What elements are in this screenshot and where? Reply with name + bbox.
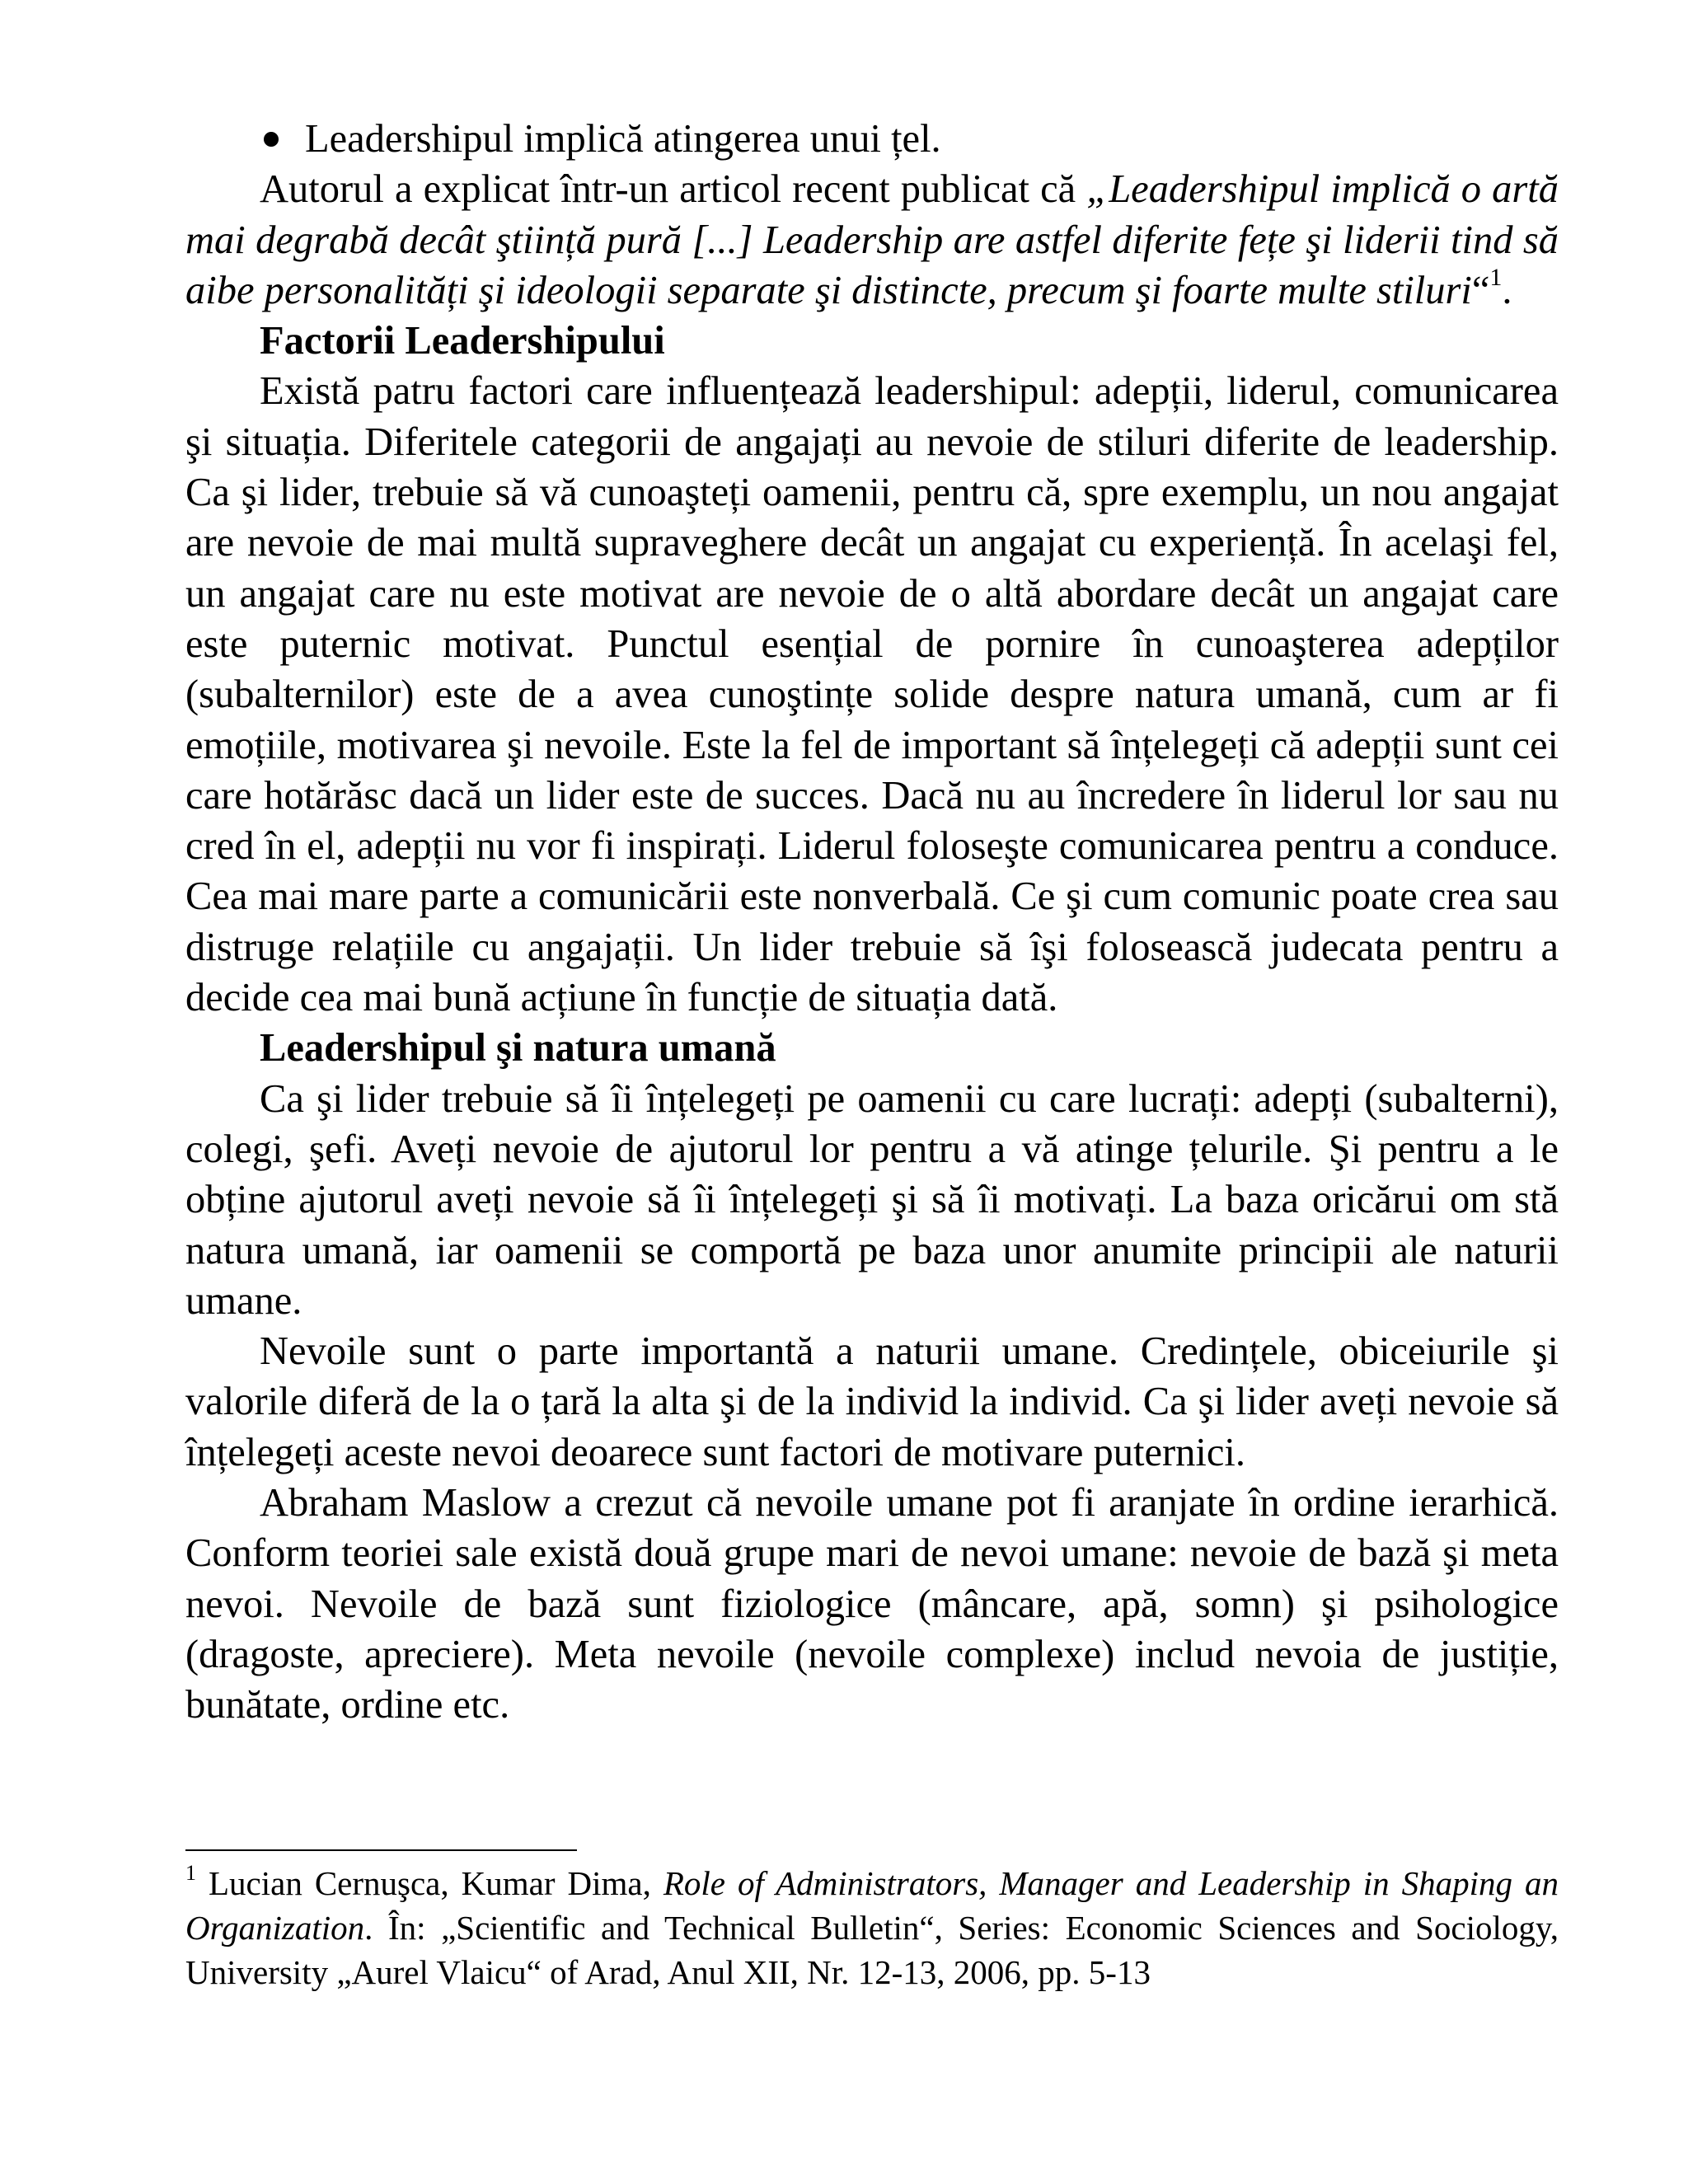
document-body [185, 114, 1559, 1731]
paragraph-maslow: Abraham Maslow a crezut că nevoile umane pot fi aranjate în ordine ierarhică. Conform teoriei sale există două grupe mari de nevoi umane: nevoie de bază şi meta nevoi. Nevoile de bază sunt fiziologice (mâncare, apă, somn) şi psihologice (dragoste, apreciere). Meta nevoile (nevoile complexe) includ nevoia de justiție, bunătate, ordine etc. [185, 1481, 1559, 1727]
paragraph-factors: Există patru factori care influențează leadershipul: adepții, liderul, comunicarea şi situația. Diferitele categorii de angajați au nevoie de stiluri diferite de leadership. Ca şi lider, trebuie să vă cunoaşteți oamenii, pentru că, spre exemplu, un nou angajat are nevoie de mai multă supraveghere decât un angajat cu experiență. În acelaşi fel, un angajat care nu este motivat are nevoie de o altă abordare decât un angajat care este puternic motivat. Punctul esențial de pornire în cunoaşterea adepților (subalternilor) este de a avea cunoştințe solide despre natura umană, cum ar fi emoțiile, motivarea şi nevoile. Este la fel de important să înțelegeți că adepții sunt cei care hotărăsc dacă un lider este de succes. Dacă nu au încredere în liderul lor sau nu cred în el, adepții nu vor fi inspirați. Liderul foloseşte comunicarea pentru a conduce. Cea mai mare parte a comunicării este nonverbală. Ce şi cum comunic poate crea sau distruge relațiile cu angajații. Un lider trebuie să îşi folosească judecata pentru a decide cea mai bună acțiune în funcție de situația dată. [185, 369, 1559, 1020]
bullet-item [185, 114, 1559, 164]
footnote [185, 1861, 1559, 1994]
footnote-details: . În: „Scientific and Technical Bulletin“, Series: Economic Sciences and Sociology, University „Aurel Vlaicu“ of Arad, Anul XII, Nr. 12-13, 2006, pp. 5-13 [185, 1909, 1559, 1991]
paragraph-needs: Nevoile sunt o parte importantă a naturii umane. Credințele, obiceiurile şi valorile diferă de la o țară la alta şi de la individ la individ. Ca şi lider aveți nevoie să înțelegeți aceste nevoi deoarece sunt factori de motivare puternici. [185, 1329, 1559, 1474]
quote-text: „Leadershipul implică o artă mai degrabă decât ştiință pură [...] Leadership are astfel diferite fețe şi liderii tind să aibe personalități şi ideologii separate şi distincte, precum şi foarte multe stiluri [185, 167, 1559, 312]
footnote-number: 1 [185, 1861, 196, 1885]
quote-paragraph [185, 164, 1559, 316]
section-heading-factors: Factorii Leadershipului [260, 319, 665, 363]
footnote-title: Role of Administrators, Manager and Leadership in Shaping an Organization [185, 1864, 1559, 1947]
quote-close: “ [1471, 268, 1490, 312]
bullet-text: Leadershipul implică atingerea unui țel. [305, 117, 941, 161]
section-heading-human-nature: Leadershipul şi natura umană [260, 1026, 776, 1071]
paragraph-human-nature: Ca şi lider trebuie să îi înțelegeți pe oamenii cu care lucrați: adepți (subalterni), colegi, şefi. Aveți nevoie de ajutorul lor pentru a vă atinge țelurile. Şi pentru a le obține ajutorul aveți nevoie să îi înțelegeți şi să îi motivați. La baza oricărui om stă natura umană, iar oamenii se comportă pe baza unor anumite principii ale naturii umane. [185, 1076, 1559, 1323]
footnote-separator [185, 1849, 577, 1851]
footnote-authors: Lucian Cernuşca, Kumar Dima, [196, 1864, 663, 1902]
quote-end: . [1502, 268, 1512, 312]
quote-lead: Autorul a explicat într-un articol recent publicat că [260, 167, 1087, 212]
bullet-dot-icon [264, 132, 279, 147]
footnote-reference[interactable]: 1 [1489, 263, 1503, 291]
